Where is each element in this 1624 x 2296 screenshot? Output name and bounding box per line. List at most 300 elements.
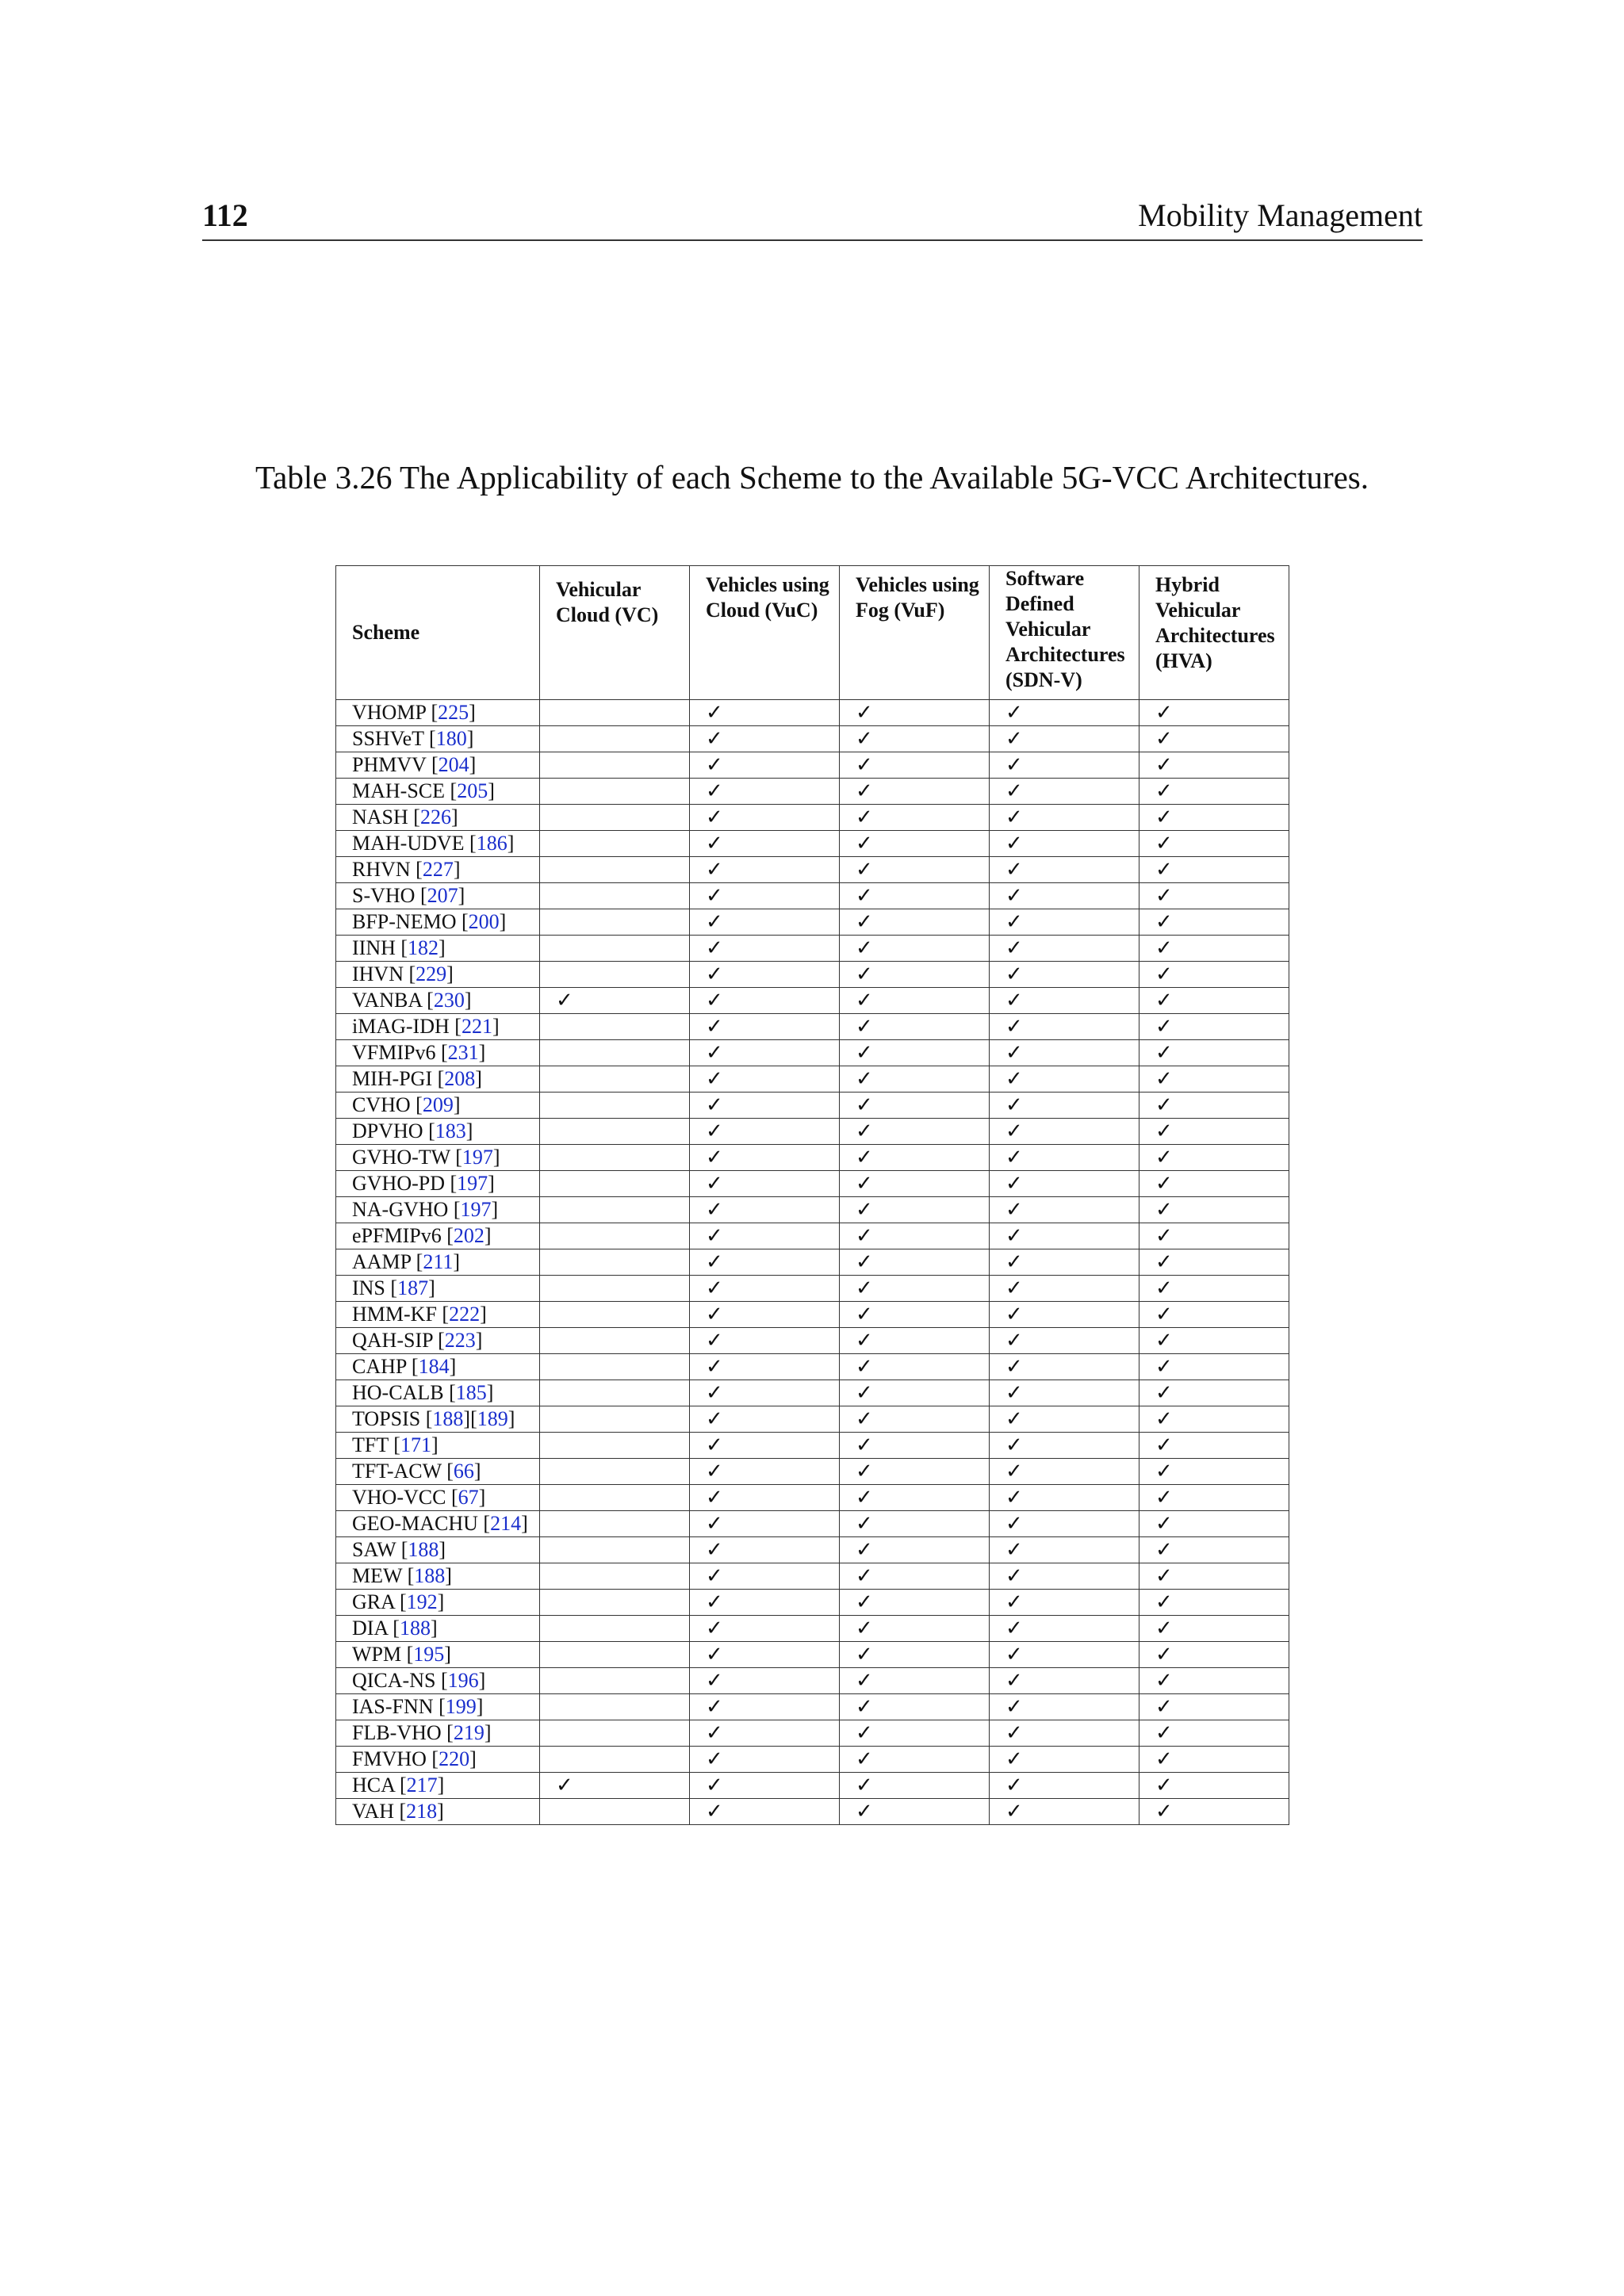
checkmark-icon: ✓ — [1005, 1329, 1023, 1353]
scheme-name: NASH — [352, 806, 408, 828]
vuc-cell — [690, 1642, 840, 1668]
vuf-cell — [840, 1511, 990, 1537]
checkmark-icon: ✓ — [706, 1067, 723, 1091]
hva-cell — [1139, 1511, 1289, 1537]
citation-link[interactable]: 186 — [476, 832, 508, 855]
vc-cell — [540, 1773, 690, 1799]
checkmark-icon: ✓ — [1005, 1119, 1023, 1143]
table-row — [336, 1354, 1289, 1380]
checkmark-icon: ✓ — [706, 727, 723, 751]
checkmark-icon: ✓ — [856, 1433, 873, 1457]
checkmark-icon: ✓ — [856, 1355, 873, 1379]
table-row — [336, 1197, 1289, 1223]
sdn-v-cell — [990, 1642, 1139, 1668]
scheme-cell: MAH-UDVE [186] — [336, 831, 540, 857]
citation-link[interactable]: 185 — [455, 1381, 487, 1404]
checkmark-icon: ✓ — [1005, 1800, 1023, 1823]
vc-cell — [540, 1537, 690, 1563]
scheme-cell: iMAG-IDH [221] — [336, 1014, 540, 1040]
sdn-v-cell — [990, 1276, 1139, 1302]
table-row — [336, 1668, 1289, 1694]
checkmark-icon: ✓ — [706, 1721, 723, 1745]
checkmark-icon: ✓ — [706, 1774, 723, 1797]
sdn-v-cell — [990, 1694, 1139, 1720]
scheme-cell: MEW [188] — [336, 1563, 540, 1590]
citation-link[interactable]: 187 — [397, 1276, 429, 1299]
vuf-cell — [840, 1537, 990, 1563]
citation-link[interactable]: 202 — [453, 1224, 485, 1247]
citation-link[interactable]: 230 — [433, 989, 465, 1012]
checkmark-icon: ✓ — [1155, 1538, 1173, 1562]
table-row — [336, 1145, 1289, 1171]
citation-link[interactable]: 200 — [468, 910, 500, 933]
table-row — [336, 1616, 1289, 1642]
scheme-cell: IHVN [229] — [336, 962, 540, 988]
table-row — [336, 1380, 1289, 1406]
vuc-cell — [690, 883, 840, 909]
hva-cell — [1139, 1433, 1289, 1459]
sdn-v-cell — [990, 1014, 1139, 1040]
citation-link[interactable]: 199 — [445, 1695, 477, 1718]
table-row — [336, 1276, 1289, 1302]
checkmark-icon: ✓ — [1005, 832, 1023, 855]
sdn-v-cell — [990, 1563, 1139, 1590]
checkmark-icon: ✓ — [706, 1224, 723, 1248]
vuf-cell — [840, 831, 990, 857]
sdn-v-cell — [990, 909, 1139, 936]
citation-link[interactable]: 227 — [422, 858, 454, 881]
vuc-cell — [690, 1276, 840, 1302]
column-header-vuf: Vehicles using Fog (VuF) — [840, 566, 990, 700]
vuc-cell — [690, 1406, 840, 1433]
table-row — [336, 962, 1289, 988]
vuf-cell — [840, 909, 990, 936]
checkmark-icon: ✓ — [856, 779, 873, 803]
vuf-cell — [840, 1328, 990, 1354]
checkmark-icon: ✓ — [856, 1747, 873, 1771]
scheme-cell: RHVN [227] — [336, 857, 540, 883]
vuc-cell — [690, 1354, 840, 1380]
vc-cell — [540, 909, 690, 936]
table-row — [336, 1119, 1289, 1145]
vuc-cell — [690, 1066, 840, 1093]
hva-cell — [1139, 1747, 1289, 1773]
citation-link[interactable]: 183 — [435, 1119, 466, 1142]
citation-link[interactable]: 219 — [453, 1721, 485, 1744]
checkmark-icon: ✓ — [1005, 1564, 1023, 1588]
citation-link[interactable]: 197 — [462, 1146, 493, 1169]
vc-cell — [540, 1616, 690, 1642]
checkmark-icon: ✓ — [706, 936, 723, 960]
column-header-sdn-v: Software Defined Vehicular Architectures (SDN-V) — [990, 566, 1139, 700]
scheme-name: MAH-UDVE — [352, 832, 465, 855]
checkmark-icon: ✓ — [1155, 858, 1173, 882]
scheme-name: GRA — [352, 1590, 395, 1613]
citation-link[interactable]: 188 — [399, 1617, 431, 1640]
sdn-v-cell — [990, 1197, 1139, 1223]
checkmark-icon: ✓ — [1155, 989, 1173, 1012]
checkmark-icon: ✓ — [706, 1355, 723, 1379]
table-header-row — [336, 566, 1289, 700]
checkmark-icon: ✓ — [1005, 779, 1023, 803]
sdn-v-cell — [990, 1773, 1139, 1799]
table-row — [336, 857, 1289, 883]
vuf-cell — [840, 1380, 990, 1406]
hva-cell — [1139, 1093, 1289, 1119]
table-row — [336, 1406, 1289, 1433]
hva-cell — [1139, 779, 1289, 805]
citation-link[interactable]: 197 — [460, 1198, 492, 1221]
citation-link[interactable]: 225 — [438, 701, 469, 724]
checkmark-icon: ✓ — [1155, 1695, 1173, 1719]
sdn-v-cell — [990, 1249, 1139, 1276]
scheme-cell: GVHO-PD [197] — [336, 1171, 540, 1197]
vuf-cell — [840, 1773, 990, 1799]
checkmark-icon: ✓ — [706, 1590, 723, 1614]
scheme-cell: IAS-FNN [199] — [336, 1694, 540, 1720]
checkmark-icon: ✓ — [1155, 1355, 1173, 1379]
scheme-name: VFMIPv6 — [352, 1041, 436, 1064]
citation-link[interactable]: 188 — [432, 1407, 464, 1430]
checkmark-icon: ✓ — [706, 1460, 723, 1483]
checkmark-icon: ✓ — [1155, 1747, 1173, 1771]
vuc-cell — [690, 1223, 840, 1249]
scheme-cell: NA-GVHO [197] — [336, 1197, 540, 1223]
vc-cell — [540, 1459, 690, 1485]
vc-cell — [540, 962, 690, 988]
hva-cell — [1139, 1302, 1289, 1328]
citation-link[interactable]: 192 — [406, 1590, 438, 1613]
checkmark-icon: ✓ — [1005, 1774, 1023, 1797]
citation-link[interactable]: 207 — [427, 884, 458, 907]
vuf-cell — [840, 1485, 990, 1511]
vuc-cell — [690, 1668, 840, 1694]
checkmark-icon: ✓ — [1005, 884, 1023, 908]
checkmark-icon: ✓ — [1155, 1460, 1173, 1483]
table-row — [336, 1171, 1289, 1197]
checkmark-icon: ✓ — [856, 1172, 873, 1196]
applicability-table — [335, 565, 1289, 1825]
vc-cell — [540, 1485, 690, 1511]
table-row — [336, 1093, 1289, 1119]
scheme-cell: AAMP [211] — [336, 1249, 540, 1276]
checkmark-icon: ✓ — [856, 1093, 873, 1117]
checkmark-icon: ✓ — [556, 989, 573, 1012]
citation-link[interactable]: 211 — [423, 1250, 454, 1273]
vc-cell — [540, 883, 690, 909]
checkmark-icon: ✓ — [1155, 1093, 1173, 1117]
vuc-cell — [690, 962, 840, 988]
scheme-cell: MAH-SCE [205] — [336, 779, 540, 805]
checkmark-icon: ✓ — [856, 1224, 873, 1248]
sdn-v-cell — [990, 1302, 1139, 1328]
citation-link[interactable]: 66 — [453, 1460, 474, 1483]
scheme-cell: GEO-MACHU [214] — [336, 1511, 540, 1537]
checkmark-icon: ✓ — [1155, 727, 1173, 751]
scheme-name: IINH — [352, 936, 396, 959]
hva-cell — [1139, 752, 1289, 779]
checkmark-icon: ✓ — [1005, 1303, 1023, 1326]
sdn-v-cell — [990, 1747, 1139, 1773]
sdn-v-cell — [990, 1145, 1139, 1171]
scheme-cell: TFT-ACW [66] — [336, 1459, 540, 1485]
scheme-cell: GRA [192] — [336, 1590, 540, 1616]
citation-link[interactable]: 182 — [408, 936, 439, 959]
checkmark-icon: ✓ — [1005, 1669, 1023, 1693]
checkmark-icon: ✓ — [1005, 1172, 1023, 1196]
checkmark-icon: ✓ — [706, 1433, 723, 1457]
table-row — [336, 1485, 1289, 1511]
hva-cell — [1139, 936, 1289, 962]
checkmark-icon: ✓ — [1155, 884, 1173, 908]
checkmark-icon: ✓ — [1005, 989, 1023, 1012]
vc-cell — [540, 1354, 690, 1380]
sdn-v-cell — [990, 1720, 1139, 1747]
sdn-v-cell — [990, 1459, 1139, 1485]
checkmark-icon: ✓ — [706, 884, 723, 908]
vuc-cell — [690, 779, 840, 805]
vc-cell — [540, 857, 690, 883]
scheme-cell: DPVHO [183] — [336, 1119, 540, 1145]
vuc-cell — [690, 909, 840, 936]
checkmark-icon: ✓ — [706, 806, 723, 829]
scheme-name: ePFMIPv6 — [352, 1224, 442, 1247]
checkmark-icon: ✓ — [1005, 1643, 1023, 1667]
checkmark-icon: ✓ — [706, 1407, 723, 1431]
table-caption: Table 3.26 The Applicability of each Scheme to the Available 5G-VCC Architectures. — [255, 459, 1369, 496]
checkmark-icon: ✓ — [1005, 1747, 1023, 1771]
vuf-cell — [840, 1433, 990, 1459]
scheme-cell: HMM-KF [222] — [336, 1302, 540, 1328]
checkmark-icon: ✓ — [706, 832, 723, 855]
citation-link[interactable]: 229 — [416, 962, 447, 985]
hva-cell — [1139, 1720, 1289, 1747]
checkmark-icon: ✓ — [1155, 1041, 1173, 1065]
vuc-cell — [690, 1014, 840, 1040]
sdn-v-cell — [990, 1590, 1139, 1616]
vuc-cell — [690, 700, 840, 726]
scheme-cell: TOPSIS [188][189] — [336, 1406, 540, 1433]
checkmark-icon: ✓ — [706, 1564, 723, 1588]
hva-cell — [1139, 1014, 1289, 1040]
sdn-v-cell — [990, 805, 1139, 831]
checkmark-icon: ✓ — [856, 1146, 873, 1169]
citation-link[interactable]: 221 — [461, 1015, 492, 1038]
sdn-v-cell — [990, 831, 1139, 857]
checkmark-icon: ✓ — [1155, 1407, 1173, 1431]
hva-cell — [1139, 1066, 1289, 1093]
checkmark-icon: ✓ — [856, 1067, 873, 1091]
vc-cell — [540, 1171, 690, 1197]
hva-cell — [1139, 1642, 1289, 1668]
sdn-v-cell — [990, 1799, 1139, 1825]
sdn-v-cell — [990, 1040, 1139, 1066]
vuc-cell — [690, 1380, 840, 1406]
citation-link[interactable]: 67 — [458, 1486, 479, 1509]
sdn-v-cell — [990, 700, 1139, 726]
column-header-scheme: Scheme — [336, 566, 540, 700]
citation-link[interactable]: 214 — [490, 1512, 522, 1535]
vuf-cell — [840, 1223, 990, 1249]
citation-link[interactable]: 197 — [457, 1172, 488, 1195]
scheme-cell: CAHP [184] — [336, 1354, 540, 1380]
sdn-v-cell — [990, 726, 1139, 752]
checkmark-icon: ✓ — [706, 989, 723, 1012]
checkmark-icon: ✓ — [1005, 1617, 1023, 1640]
scheme-name: QAH-SIP — [352, 1329, 433, 1352]
scheme-cell: IINH [182] — [336, 936, 540, 962]
checkmark-icon: ✓ — [856, 1800, 873, 1823]
checkmark-icon: ✓ — [706, 962, 723, 986]
checkmark-icon: ✓ — [1005, 1276, 1023, 1300]
checkmark-icon: ✓ — [1005, 1721, 1023, 1745]
citation-link[interactable]: 208 — [444, 1067, 476, 1090]
checkmark-icon: ✓ — [1155, 1198, 1173, 1222]
vuf-cell — [840, 805, 990, 831]
citation-link[interactable]: 180 — [435, 727, 467, 750]
scheme-cell: QAH-SIP [223] — [336, 1328, 540, 1354]
table-body — [336, 700, 1289, 1825]
checkmark-icon: ✓ — [856, 1119, 873, 1143]
vuf-cell — [840, 1616, 990, 1642]
hva-cell — [1139, 962, 1289, 988]
vuf-cell — [840, 1720, 990, 1747]
checkmark-icon: ✓ — [1005, 1093, 1023, 1117]
table-row — [336, 779, 1289, 805]
vc-cell — [540, 1799, 690, 1825]
scheme-cell: TFT [171] — [336, 1433, 540, 1459]
checkmark-icon: ✓ — [1155, 1303, 1173, 1326]
citation-link[interactable]: 218 — [406, 1800, 438, 1823]
hva-cell — [1139, 1040, 1289, 1066]
checkmark-icon: ✓ — [856, 1721, 873, 1745]
citation-link[interactable]: 226 — [419, 806, 451, 828]
citation-link[interactable]: 184 — [418, 1355, 450, 1378]
checkmark-icon: ✓ — [856, 1276, 873, 1300]
hva-cell — [1139, 1563, 1289, 1590]
checkmark-icon: ✓ — [706, 1146, 723, 1169]
scheme-name: VAH — [352, 1800, 394, 1823]
scheme-name: CVHO — [352, 1093, 411, 1116]
hva-cell — [1139, 1799, 1289, 1825]
citation-link[interactable]: 222 — [449, 1303, 481, 1326]
scheme-name: DIA — [352, 1617, 388, 1640]
citation-link[interactable]: 196 — [447, 1669, 479, 1692]
table-row — [336, 1066, 1289, 1093]
sdn-v-cell — [990, 752, 1139, 779]
sdn-v-cell — [990, 883, 1139, 909]
checkmark-icon: ✓ — [856, 1512, 873, 1536]
scheme-cell: QICA-NS [196] — [336, 1668, 540, 1694]
vuc-cell — [690, 1328, 840, 1354]
citation-link[interactable]: 204 — [438, 753, 469, 776]
checkmark-icon: ✓ — [1155, 1617, 1173, 1640]
sdn-v-cell — [990, 1668, 1139, 1694]
citation-link[interactable]: 188 — [414, 1564, 446, 1587]
vc-cell — [540, 805, 690, 831]
sdn-v-cell — [990, 1380, 1139, 1406]
citation-link[interactable]: 205 — [457, 779, 488, 802]
checkmark-icon: ✓ — [1155, 1250, 1173, 1274]
citation-link[interactable]: 189 — [477, 1407, 508, 1430]
checkmark-icon: ✓ — [1155, 1146, 1173, 1169]
vuc-cell — [690, 831, 840, 857]
sdn-v-cell — [990, 1616, 1139, 1642]
scheme-name: MEW — [352, 1564, 403, 1587]
vuc-cell — [690, 1302, 840, 1328]
scheme-name: TFT-ACW — [352, 1460, 442, 1483]
checkmark-icon: ✓ — [1155, 1721, 1173, 1745]
table-row — [336, 1014, 1289, 1040]
vc-cell — [540, 1694, 690, 1720]
vuf-cell — [840, 1563, 990, 1590]
vuc-cell — [690, 1511, 840, 1537]
checkmark-icon: ✓ — [856, 1617, 873, 1640]
checkmark-icon: ✓ — [706, 1250, 723, 1274]
vc-cell — [540, 1119, 690, 1145]
vuf-cell — [840, 1145, 990, 1171]
checkmark-icon: ✓ — [1005, 1355, 1023, 1379]
scheme-name: IHVN — [352, 962, 404, 985]
sdn-v-cell — [990, 1119, 1139, 1145]
checkmark-icon: ✓ — [1155, 962, 1173, 986]
citation-link[interactable]: 220 — [439, 1747, 470, 1770]
citation-link[interactable]: 171 — [400, 1433, 431, 1456]
checkmark-icon: ✓ — [1005, 910, 1023, 934]
citation-link[interactable]: 217 — [406, 1774, 438, 1797]
column-header-vuc: Vehicles using Cloud (VuC) — [690, 566, 840, 700]
citation-link[interactable]: 195 — [413, 1643, 445, 1666]
checkmark-icon: ✓ — [1005, 1041, 1023, 1065]
citation-link[interactable]: 231 — [447, 1041, 479, 1064]
table-row — [336, 883, 1289, 909]
citation-link[interactable]: 209 — [422, 1093, 454, 1116]
table-row — [336, 1328, 1289, 1354]
vuc-cell — [690, 936, 840, 962]
vc-cell — [540, 1040, 690, 1066]
checkmark-icon: ✓ — [706, 1198, 723, 1222]
vc-cell — [540, 700, 690, 726]
citation-link[interactable]: 188 — [408, 1538, 439, 1561]
vc-cell — [540, 1197, 690, 1223]
scheme-name: NA-GVHO — [352, 1198, 449, 1221]
table-row — [336, 988, 1289, 1014]
scheme-name: PHMVV — [352, 753, 427, 776]
vuc-cell — [690, 1040, 840, 1066]
scheme-name: IAS-FNN — [352, 1695, 434, 1718]
vc-cell — [540, 726, 690, 752]
scheme-cell: INS [187] — [336, 1276, 540, 1302]
scheme-name: VHO-VCC — [352, 1486, 446, 1509]
table-row — [336, 1511, 1289, 1537]
hva-cell — [1139, 1249, 1289, 1276]
checkmark-icon: ✓ — [706, 1041, 723, 1065]
vc-cell — [540, 1302, 690, 1328]
checkmark-icon: ✓ — [706, 701, 723, 725]
table-row — [336, 1040, 1289, 1066]
hva-cell — [1139, 1380, 1289, 1406]
vc-cell — [540, 1066, 690, 1093]
citation-link[interactable]: 223 — [444, 1329, 476, 1352]
checkmark-icon: ✓ — [1005, 701, 1023, 725]
checkmark-icon: ✓ — [1155, 1774, 1173, 1797]
hva-cell — [1139, 1668, 1289, 1694]
checkmark-icon: ✓ — [856, 1643, 873, 1667]
hva-cell — [1139, 1276, 1289, 1302]
hva-cell — [1139, 1590, 1289, 1616]
checkmark-icon: ✓ — [1155, 910, 1173, 934]
scheme-cell: VANBA [230] — [336, 988, 540, 1014]
